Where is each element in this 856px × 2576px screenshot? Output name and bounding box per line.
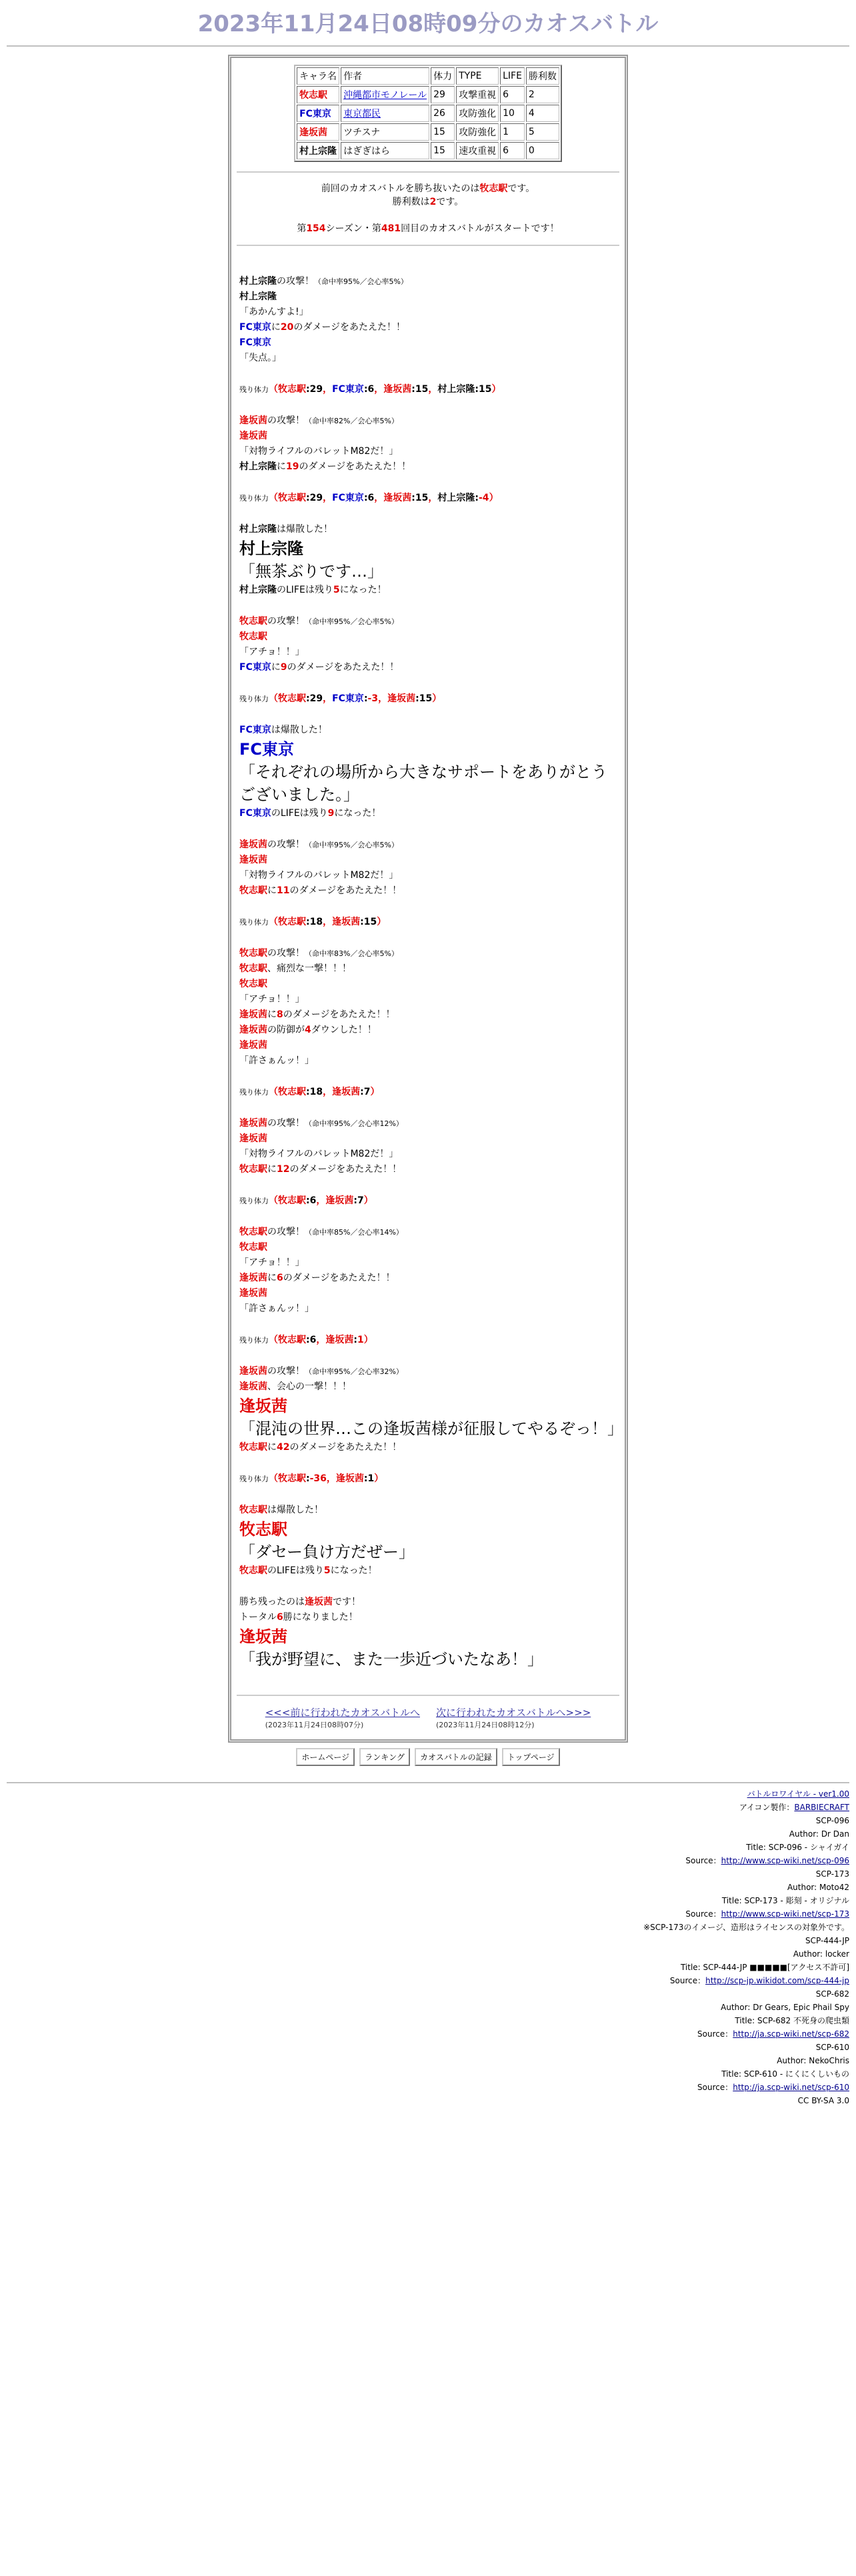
table-row xyxy=(297,86,559,103)
next-battle-date: (2023年11月24日08時12分) xyxy=(436,1721,535,1729)
log-line: 牧志駅 xyxy=(239,631,267,642)
header-wins: 勝利数 xyxy=(526,67,559,85)
char-hp: 29 xyxy=(431,86,455,103)
log-line: 牧志駅に12のダメージをあたえた！！ xyxy=(239,1164,402,1175)
top-page-button[interactable]: トップページ xyxy=(502,1748,560,1766)
log-line: 牧志駅、痛烈な一撃！！！ xyxy=(239,963,351,974)
next-battle-link[interactable]: 次に行われたカオスバトルへ>>> xyxy=(436,1707,591,1719)
log-line: FC東京のLIFEは残り9になった！ xyxy=(239,808,381,819)
log-line: 逢坂茜の攻撃！（命中率95%／会心率12%） xyxy=(239,1118,403,1129)
log-line: 逢坂茜 xyxy=(239,1288,267,1299)
log-line: 逢坂茜 xyxy=(239,1397,287,1415)
char-type: 速攻重視 xyxy=(456,142,499,159)
log-line: 牧志駅の攻撃！（命中率83%／会心率5%） xyxy=(239,948,399,959)
credit-text: ※SCP-173のイメージ、造形はライセンスの対象外です。 xyxy=(643,1923,849,1932)
table-header-row xyxy=(297,67,559,85)
source-link[interactable]: http://www.scp-wiki.net/scp-173 xyxy=(721,1909,849,1919)
credit-text: Author: locker xyxy=(793,1949,849,1959)
battle-records-button[interactable]: カオスバトルの記録 xyxy=(415,1748,497,1766)
ranking-button[interactable]: ランキング xyxy=(359,1748,410,1766)
log-line: 逢坂茜 xyxy=(239,1627,287,1646)
character-table xyxy=(294,65,562,162)
log-line: 逢坂茜の攻撃！（命中率82%／会心率5%） xyxy=(239,415,399,426)
log-line: 逢坂茜 xyxy=(239,431,267,441)
header-hp: 体力 xyxy=(431,67,455,85)
button-row xyxy=(0,1748,856,1766)
divider xyxy=(237,245,619,246)
log-line: 「それぞれの場所から大きなサポートをありがとうございました。」 xyxy=(239,763,607,804)
hp-line: 残り体力（牧志駅:29，FC東京:-3，逢坂茜:15） xyxy=(239,693,442,704)
char-hp: 26 xyxy=(431,105,455,122)
home-button[interactable]: ホームページ xyxy=(296,1748,355,1766)
divider xyxy=(237,171,619,173)
battle-frame xyxy=(228,55,628,1743)
char-wins: 0 xyxy=(526,142,559,159)
divider xyxy=(237,1695,619,1696)
author-link[interactable]: 東京都民 xyxy=(343,109,381,119)
char-author xyxy=(341,105,429,122)
icon-credit-link[interactable]: BARBIECRAFT xyxy=(794,1803,849,1812)
char-wins: 4 xyxy=(526,105,559,122)
log-line: 逢坂茜の防御が4ダウンした！！ xyxy=(239,1025,377,1035)
credit-text: Author: Dr Dan xyxy=(789,1829,849,1839)
version-link[interactable]: バトルロワイヤル - ver1.00 xyxy=(747,1789,849,1799)
hp-line: 残り体力（牧志駅:-36，逢坂茜:1） xyxy=(239,1473,384,1484)
log-line: 「我が野望に、また一歩近づいたなあ！」 xyxy=(239,1650,543,1669)
license-text: CC BY-SA 3.0 xyxy=(797,2096,849,2105)
log-line: FC東京に20のダメージをあたえた！！ xyxy=(239,322,406,333)
log-line: FC東京は爆散した！ xyxy=(239,725,327,735)
credit-text: Author: Moto42 xyxy=(787,1883,849,1892)
log-line: 「ダセー負け方だぜー」 xyxy=(239,1543,415,1561)
char-hp: 15 xyxy=(431,123,455,141)
char-life: 6 xyxy=(500,86,525,103)
char-life: 1 xyxy=(500,123,525,141)
log-line: 村上宗隆の攻撃！（命中率95%／会心率5%） xyxy=(239,276,408,287)
table-row xyxy=(297,105,559,122)
credit-text: SCP-682 xyxy=(815,1989,849,1999)
log-line: トータル6勝になりました！ xyxy=(239,1612,358,1623)
table-row xyxy=(297,142,559,159)
char-wins: 5 xyxy=(526,123,559,141)
log-line: 「アチョ！！」 xyxy=(239,647,305,657)
log-line: 「アチョ！！」 xyxy=(239,994,305,1005)
hp-line: 残り体力（牧志駅:6，逢坂茜:7） xyxy=(239,1195,373,1206)
char-life: 10 xyxy=(500,105,525,122)
credit-text: Title: SCP-682 不死身の爬虫類 xyxy=(735,2016,849,2025)
log-line: 「あかんすよ!」 xyxy=(239,307,309,317)
char-name: 牧志駅 xyxy=(297,86,339,103)
credit-text: Source： xyxy=(685,1856,721,1865)
header-author: 作者 xyxy=(341,67,429,85)
log-line: 牧志駅の攻撃！（命中率85%／会心率14%） xyxy=(239,1227,403,1237)
credit-text: SCP-444-JP xyxy=(805,1936,849,1945)
char-name: FC東京 xyxy=(297,105,339,122)
log-line: FC東京 xyxy=(239,740,295,759)
hp-line: 残り体力（牧志駅:29，FC東京:6，逢坂茜:15，村上宗隆:-4） xyxy=(239,493,499,503)
log-line: 逢坂茜 xyxy=(239,1040,267,1051)
credit-text: Title: SCP-444-JP ■■■■■[アクセス不許可] xyxy=(680,1963,849,1972)
credit-text: Source： xyxy=(697,2083,733,2092)
log-line: 牧志駅の攻撃！（命中率95%／会心率5%） xyxy=(239,616,399,627)
log-line: 「許さぁんッ！」 xyxy=(239,1303,314,1314)
char-wins: 2 xyxy=(526,86,559,103)
log-line: FC東京 xyxy=(239,337,271,348)
source-link[interactable]: http://ja.scp-wiki.net/scp-682 xyxy=(733,2029,849,2039)
header-life: LIFE xyxy=(500,67,525,85)
battle-summary xyxy=(237,182,619,235)
log-line: 逢坂茜 xyxy=(239,1133,267,1144)
log-line: FC東京に9のダメージをあたえた！！ xyxy=(239,662,399,673)
credit-text: アイコン製作： xyxy=(739,1803,795,1812)
log-line: 逢坂茜に6のダメージをあたえた！！ xyxy=(239,1273,395,1283)
summary-line: 前回のカオスバトルを勝ち抜いたのは牧志駅です。 xyxy=(321,183,535,194)
log-line: 逢坂茜の攻撃！（命中率95%／会心率5%） xyxy=(239,839,399,850)
log-line: 「対物ライフルのバレットM82だ！」 xyxy=(239,446,399,457)
table-row xyxy=(297,123,559,141)
summary-line: 勝利数は2です。 xyxy=(392,197,464,207)
char-type: 攻防強化 xyxy=(456,123,499,141)
char-name: 逢坂茜 xyxy=(297,123,339,141)
credit-text: Title: SCP-096 - シャイガイ xyxy=(746,1843,849,1852)
char-type: 攻撃重視 xyxy=(456,86,499,103)
char-author: はぎぎはら xyxy=(341,142,429,159)
log-line: 村上宗隆のLIFEは残り5になった！ xyxy=(239,585,387,595)
log-line: 牧志駅に11のダメージをあたえた！！ xyxy=(239,885,402,896)
hp-line: 残り体力（牧志駅:6，逢坂茜:1） xyxy=(239,1335,373,1345)
log-line: 牧志駅のLIFEは残り5になった！ xyxy=(239,1565,377,1576)
hp-line: 残り体力（牧志駅:18，逢坂茜:7） xyxy=(239,1087,380,1097)
credit-text: SCP-096 xyxy=(815,1816,849,1825)
log-line: 村上宗隆 xyxy=(239,291,277,302)
credits xyxy=(0,1783,856,2107)
log-line: 「許さぁんッ！」 xyxy=(239,1055,314,1066)
char-author xyxy=(341,86,429,103)
log-line: 「アチョ！！」 xyxy=(239,1257,305,1268)
log-line: 逢坂茜に8のダメージをあたえた！！ xyxy=(239,1009,395,1020)
credit-text: Source： xyxy=(697,2029,733,2039)
log-line: 村上宗隆に19のダメージをあたえた！！ xyxy=(239,461,411,472)
hp-line: 残り体力（牧志駅:29，FC東京:6，逢坂茜:15，村上宗隆:15） xyxy=(239,384,501,395)
prev-battle-link[interactable]: <<<前に行われたカオスバトルへ xyxy=(265,1707,420,1719)
log-line: 逢坂茜、会心の一撃！！！ xyxy=(239,1381,351,1392)
battle-log xyxy=(237,255,623,1671)
log-line: 「対物ライフルのバレットM82だ！」 xyxy=(239,1149,399,1159)
log-line: 村上宗隆 xyxy=(239,539,303,558)
source-link[interactable]: http://scp-jp.wikidot.com/scp-444-jp xyxy=(705,1976,849,1985)
credit-text: Title: SCP-610 - にくにくしいもの xyxy=(721,2069,849,2079)
battle-navigation xyxy=(237,1705,619,1730)
header-name: キャラ名 xyxy=(297,67,339,85)
credit-text: Author: Dr Gears, Epic Phail Spy xyxy=(721,2003,849,2012)
prev-battle-date: (2023年11月24日08時07分) xyxy=(265,1721,364,1729)
credit-text: SCP-610 xyxy=(815,2043,849,2052)
source-link[interactable]: http://ja.scp-wiki.net/scp-610 xyxy=(733,2083,849,2092)
credit-text: Author: NekoChris xyxy=(777,2056,849,2065)
author-link[interactable]: 沖縄都市モノレール xyxy=(343,90,427,101)
log-line: 牧志駅 xyxy=(239,1242,267,1253)
char-author: ツチスナ xyxy=(341,123,429,141)
header-type: TYPE xyxy=(456,67,499,85)
log-line: 勝ち残ったのは逢坂茜です！ xyxy=(239,1597,361,1607)
credit-text: Source： xyxy=(669,1976,706,1985)
log-line: 「混沌の世界…この逢坂茜様が征服してやるぞっ！」 xyxy=(239,1419,623,1438)
source-link[interactable]: http://www.scp-wiki.net/scp-096 xyxy=(721,1856,849,1865)
credit-text: SCP-173 xyxy=(815,1869,849,1879)
log-line: 「失点。」 xyxy=(239,353,281,363)
log-line: 牧志駅は爆散した！ xyxy=(239,1505,323,1515)
log-line: 牧志駅 xyxy=(239,979,267,989)
log-line: 牧志駅に42のダメージをあたえた！！ xyxy=(239,1442,402,1453)
char-hp: 15 xyxy=(431,142,455,159)
log-line: 牧志駅 xyxy=(239,1520,287,1539)
hp-line: 残り体力（牧志駅:18，逢坂茜:15） xyxy=(239,917,387,927)
title-divider xyxy=(7,45,849,47)
credit-text: Source： xyxy=(685,1909,721,1919)
log-line: 「無茶ぶりです…」 xyxy=(239,562,383,581)
page-title: 2023年11月24日08時09分のカオスバトル xyxy=(197,11,659,37)
log-line: 「対物ライフルのバレットM82だ！」 xyxy=(239,870,399,881)
summary-line: 第154シーズン・第481回目のカオスバトルがスタートです！ xyxy=(297,223,559,234)
credit-text: Title: SCP-173 - 彫刻 - オリジナル xyxy=(721,1896,849,1905)
char-type: 攻防強化 xyxy=(456,105,499,122)
log-line: 村上宗隆は爆散した！ xyxy=(239,524,333,535)
log-line: 逢坂茜 xyxy=(239,855,267,865)
char-name: 村上宗隆 xyxy=(297,142,339,159)
char-life: 6 xyxy=(500,142,525,159)
log-line: 逢坂茜の攻撃！（命中率95%／会心率32%） xyxy=(239,1366,403,1377)
